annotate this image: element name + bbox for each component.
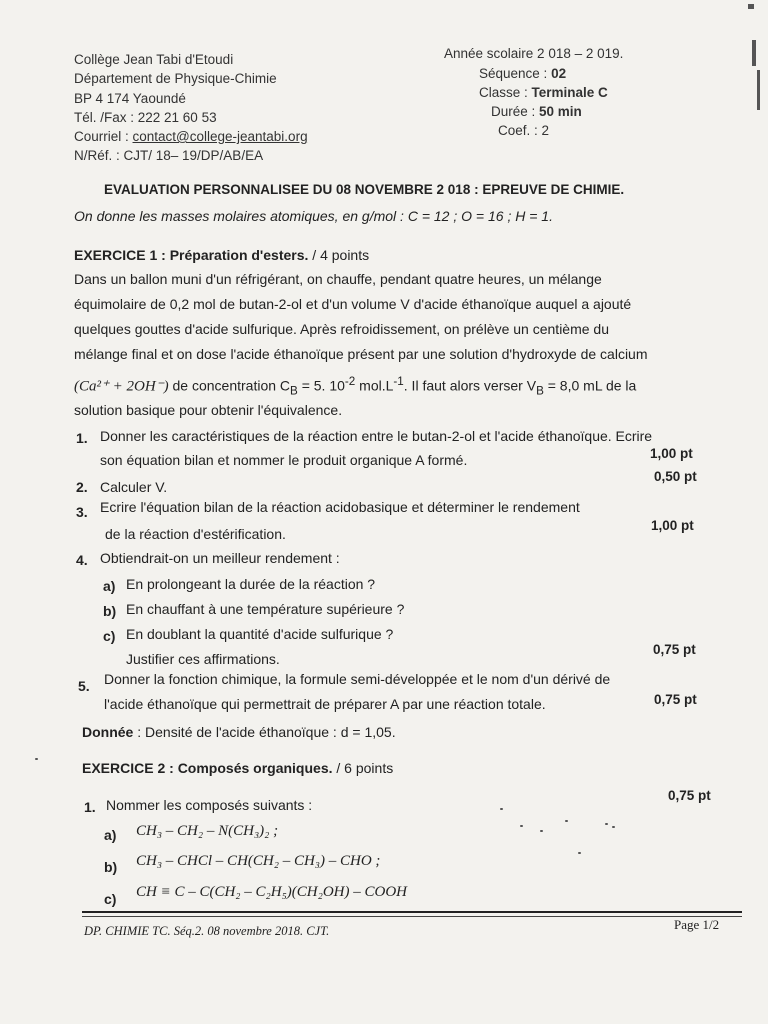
ex2-c-formula: CH ≡ C – C(CH₂ – C₂H₅)(CH₂OH) – COOH [136,884,407,900]
coefficient: Coef. : 2 [498,123,550,138]
q2-points: 0,50 pt [654,469,697,484]
exercise2-heading [82,760,393,776]
footer-rule-thin [82,916,742,917]
phone: Tél. /Fax : 222 21 60 53 [74,110,217,125]
q5-number: 5. [78,678,90,694]
scan-speck [500,808,503,810]
ex1-intro-line1: Dans un ballon muni d'un réfrigérant, on chauffe, pendant quatre heures, un mélange [74,271,602,287]
q1-line2: son équation bilan et nommer le produit organique A formé. [100,452,468,468]
scan-speck [605,823,608,825]
exercise2-title: EXERCICE 2 : Composés organiques. [82,760,333,776]
scan-edge-mark [748,4,754,9]
given-data-label: Donnée [82,724,134,740]
given-data [82,720,396,744]
department: Département de Physique-Chimie [74,71,277,86]
po-box: BP 4 174 Yaoundé [74,91,186,106]
scan-edge-mark [757,70,760,110]
q5-points: 0,75 pt [654,692,697,707]
school-name: Collège Jean Tabi d'Etoudi [74,52,234,67]
ex1-intro-end: solution basique pour obtenir l'équivalence. [74,402,343,418]
unit-exp: -1 [393,375,404,388]
q3-number: 3. [76,504,88,520]
scan-speck [520,825,523,827]
q1-points: 1,00 pt [650,446,693,461]
q4a-text: En prolongeant la durée de la réaction ? [126,576,376,592]
q4-points: 0,75 pt [653,642,696,657]
school-year: Année scolaire 2 018 – 2 019. [444,46,624,61]
class-value: Terminale C [531,85,608,100]
q4b-text: En chauffant à une température supérieure ? [126,601,405,617]
conc-sub: B [290,384,298,398]
q5-line2: l'acide éthanoïque qui permettrait de préparer A par une réaction totale. [104,696,546,712]
duration [491,102,582,121]
q3-line2: de la réaction d'estérification. [105,526,286,542]
q4c-text: En doublant la quantité d'acide sulfurique ? [126,626,394,642]
q3-points: 1,00 pt [651,518,694,533]
email-link[interactable]: contact@college-jeantabi.org [132,129,308,144]
ex2-a-formula: CH₃ – CH₂ – N(CH₃)₂ ; [136,823,279,839]
q1-line1: Donner les caractéristiques de la réaction entre le butan-2-ol et l'acide éthanoïque. Ecrire [100,428,653,444]
ex1-intro-line4: mélange final et on dose l'acide éthanoïque présent par une solution d'hydroxyde de calcium [74,346,648,362]
vol-sub: B [536,384,544,398]
ex1-intro-line2: équimolaire de 0,2 mol de butan-2-ol et d'un volume V d'acide éthanoïque auquel a ajouté [74,296,632,312]
ex1-intro-line3: quelques gouttes d'acide sulfurique. Après refroidissement, on prélève un centième du [74,321,610,337]
q4-text: Obtiendrait-on un meilleur rendement : [100,550,340,566]
email-line [74,127,308,146]
q5-line1: Donner la fonction chimique, la formule semi-développée et le nom d'un dérivé de [104,671,611,687]
ex2-q1-points: 0,75 pt [668,788,711,803]
q4-number: 4. [76,552,88,568]
q4c-label: c) [103,628,116,644]
q3-line1: Ecrire l'équation bilan de la réaction acidobasique et déterminer le rendement [100,499,580,515]
exam-title: EVALUATION PERSONNALISEE DU 08 NOVEMBRE 2 018 : EPREUVE DE CHIMIE. [104,182,625,197]
q1-number: 1. [76,430,88,446]
q2-number: 2. [76,479,88,495]
footer-text: DP. CHIMIE TC. Séq.2. 08 novembre 2018. CJT. [84,924,330,938]
scan-speck [35,758,38,760]
scan-speck [578,852,581,854]
duration-value: 50 min [539,104,582,119]
given-data-text: : Densité de l'acide éthanoïque : d = 1,05. [133,724,396,740]
ex2-q1-number: 1. [84,799,96,815]
ex2-b-formula: CH₃ – CHCl – CH(CH₂ – CH₃) – CHO ; [136,853,381,869]
exercise2-points: / 6 points [332,760,394,776]
sequence-label: Séquence : [479,66,552,81]
scan-speck [540,830,543,832]
volume-text: . Il faut alors verser V [403,377,537,394]
reference: N/Réf. : CJT/ 18– 19/DP/AB/EA [74,148,264,163]
duration-label: Durée : [491,104,540,119]
q4-justify: Justifier ces affirmations. [126,651,280,667]
q4a-label: a) [103,578,116,594]
conc-text: de concentration C [168,377,291,394]
footer-rule [82,911,742,913]
ex2-b-label: b) [104,859,118,875]
sequence [479,64,566,83]
scan-speck [612,826,615,828]
exercise1-points: / 4 points [308,247,370,263]
page-number: Page 1/2 [674,917,720,932]
conc-value: = 5. 10 [297,377,345,394]
scan-edge-mark [752,40,756,66]
molar-masses: On donne les masses molaires atomiques, en g/mol : C = 12 ; O = 16 ; H = 1. [74,208,553,224]
conc-exp: -2 [344,375,356,388]
conc-unit: mol.L [355,377,394,394]
volume-value: = 8,0 mL de la [543,377,637,394]
q2-text: Calculer V. [100,479,168,495]
class [479,83,608,102]
sequence-value: 02 [551,66,567,81]
ex2-q1-text: Nommer les composés suivants : [106,797,313,813]
exercise1-heading [74,247,369,263]
ex2-c-label: c) [104,891,117,907]
scan-speck [565,820,568,822]
q4b-label: b) [103,603,117,619]
ex2-a-label: a) [104,827,117,843]
email-label: Courriel : [74,129,133,144]
ion-formula: (Ca²⁺ + 2OH⁻) [74,378,169,395]
exercise1-title: EXERCICE 1 : Préparation d'esters. [74,247,309,263]
class-label: Classe : [479,85,532,100]
